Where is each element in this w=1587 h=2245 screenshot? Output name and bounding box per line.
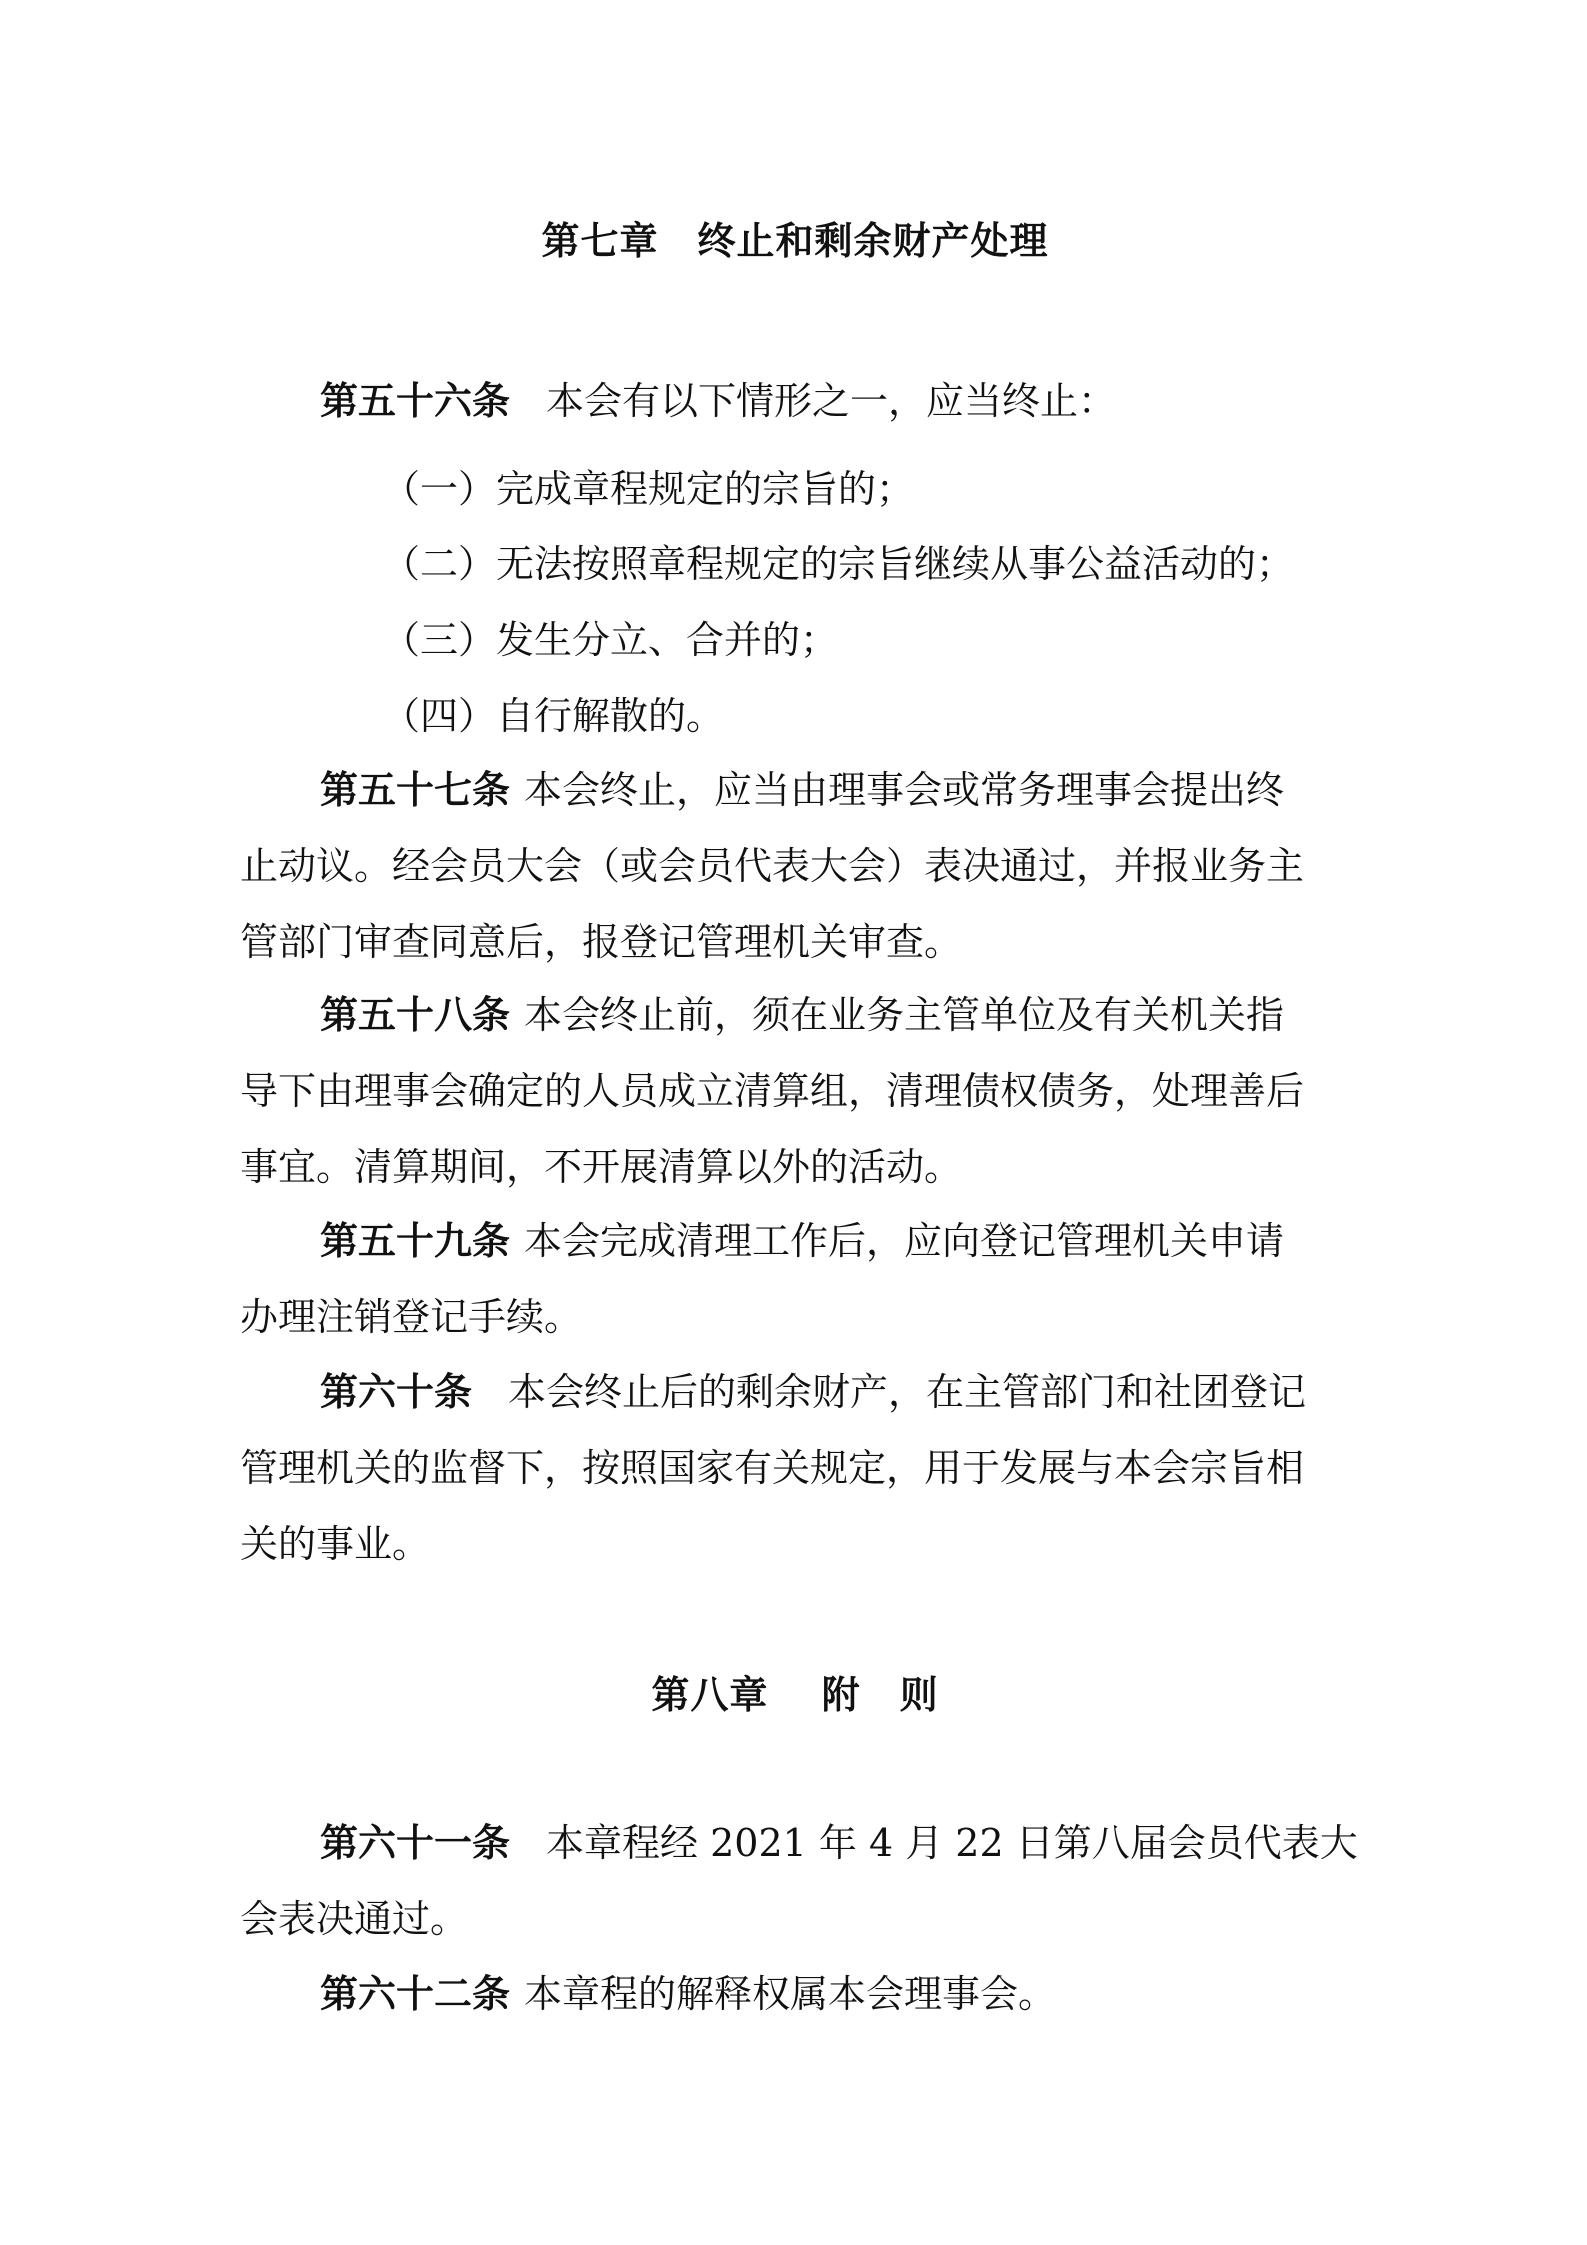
article-62-text: 本章程的解释权属本会理事会。	[524, 1972, 1057, 2016]
article-61-line-1	[320, 1820, 1358, 1866]
article-58-line-2: 导下由理事会确定的人员成立清算组，清理债权债务，处理善后	[240, 1069, 1305, 1113]
article-59-line-1	[320, 1218, 1350, 1264]
article-56-item-3: （三）发生分立、合并的；	[382, 618, 839, 662]
article-60-line-1	[320, 1369, 1350, 1415]
article-62-label: 第六十二条	[320, 1971, 511, 2016]
article-57-line-3: 管部门审查同意后，报登记管理机关审查。	[240, 920, 963, 964]
article-58-line-3: 事宜。清算期间，不开展清算以外的活动。	[240, 1145, 963, 1189]
article-60-label: 第六十条	[320, 1369, 473, 1414]
chapter-7-title: 第七章 终止和剩余财产处理	[541, 218, 1049, 263]
article-56-label: 第五十六条	[320, 378, 511, 423]
article-58-line-1	[320, 992, 1350, 1038]
article-56-item-4: （四）自行解散的。	[382, 694, 725, 738]
article-57-text-1: 本会终止，应当由理事会或常务理事会提出终	[524, 768, 1285, 812]
chapter-8-title: 第八章 附 则	[651, 1672, 939, 1717]
article-60-text-1: 本会终止后的剩余财产，在主管部门和社团登记	[508, 1370, 1307, 1414]
document-page	[240, 0, 1358, 2245]
article-56-first-line	[320, 378, 1350, 424]
article-58-label: 第五十八条	[320, 992, 511, 1037]
article-61-line-2: 会表决通过。	[240, 1897, 469, 1941]
article-59-label: 第五十九条	[320, 1218, 511, 1263]
article-58-text-1: 本会终止前，须在业务主管单位及有关机关指	[524, 993, 1285, 1037]
article-57-label: 第五十七条	[320, 767, 511, 812]
article-57-line-1	[320, 767, 1350, 813]
article-56-item-2: （二）无法按照章程规定的宗旨继续从事公益活动的；	[382, 542, 1295, 586]
article-61-text-1: 本章程经 2021 年 4 月 22 日第八届会员代表大	[546, 1821, 1358, 1865]
article-56-item-1: （一）完成章程规定的宗旨的；	[382, 467, 915, 511]
article-59-line-2: 办理注销登记手续。	[240, 1295, 583, 1339]
article-61-label: 第六十一条	[320, 1820, 511, 1865]
article-60-line-3: 关的事业。	[240, 1522, 431, 1566]
article-59-text-1: 本会完成清理工作后，应向登记管理机关申请	[524, 1219, 1285, 1263]
article-56-text: 本会有以下情形之一，应当终止：	[546, 379, 1117, 423]
article-57-line-2: 止动议。经会员大会（或会员代表大会）表决通过，并报业务主	[240, 844, 1305, 888]
article-62-line-1	[320, 1971, 1350, 2017]
article-60-line-2: 管理机关的监督下，按照国家有关规定，用于发展与本会宗旨相	[240, 1446, 1305, 1490]
